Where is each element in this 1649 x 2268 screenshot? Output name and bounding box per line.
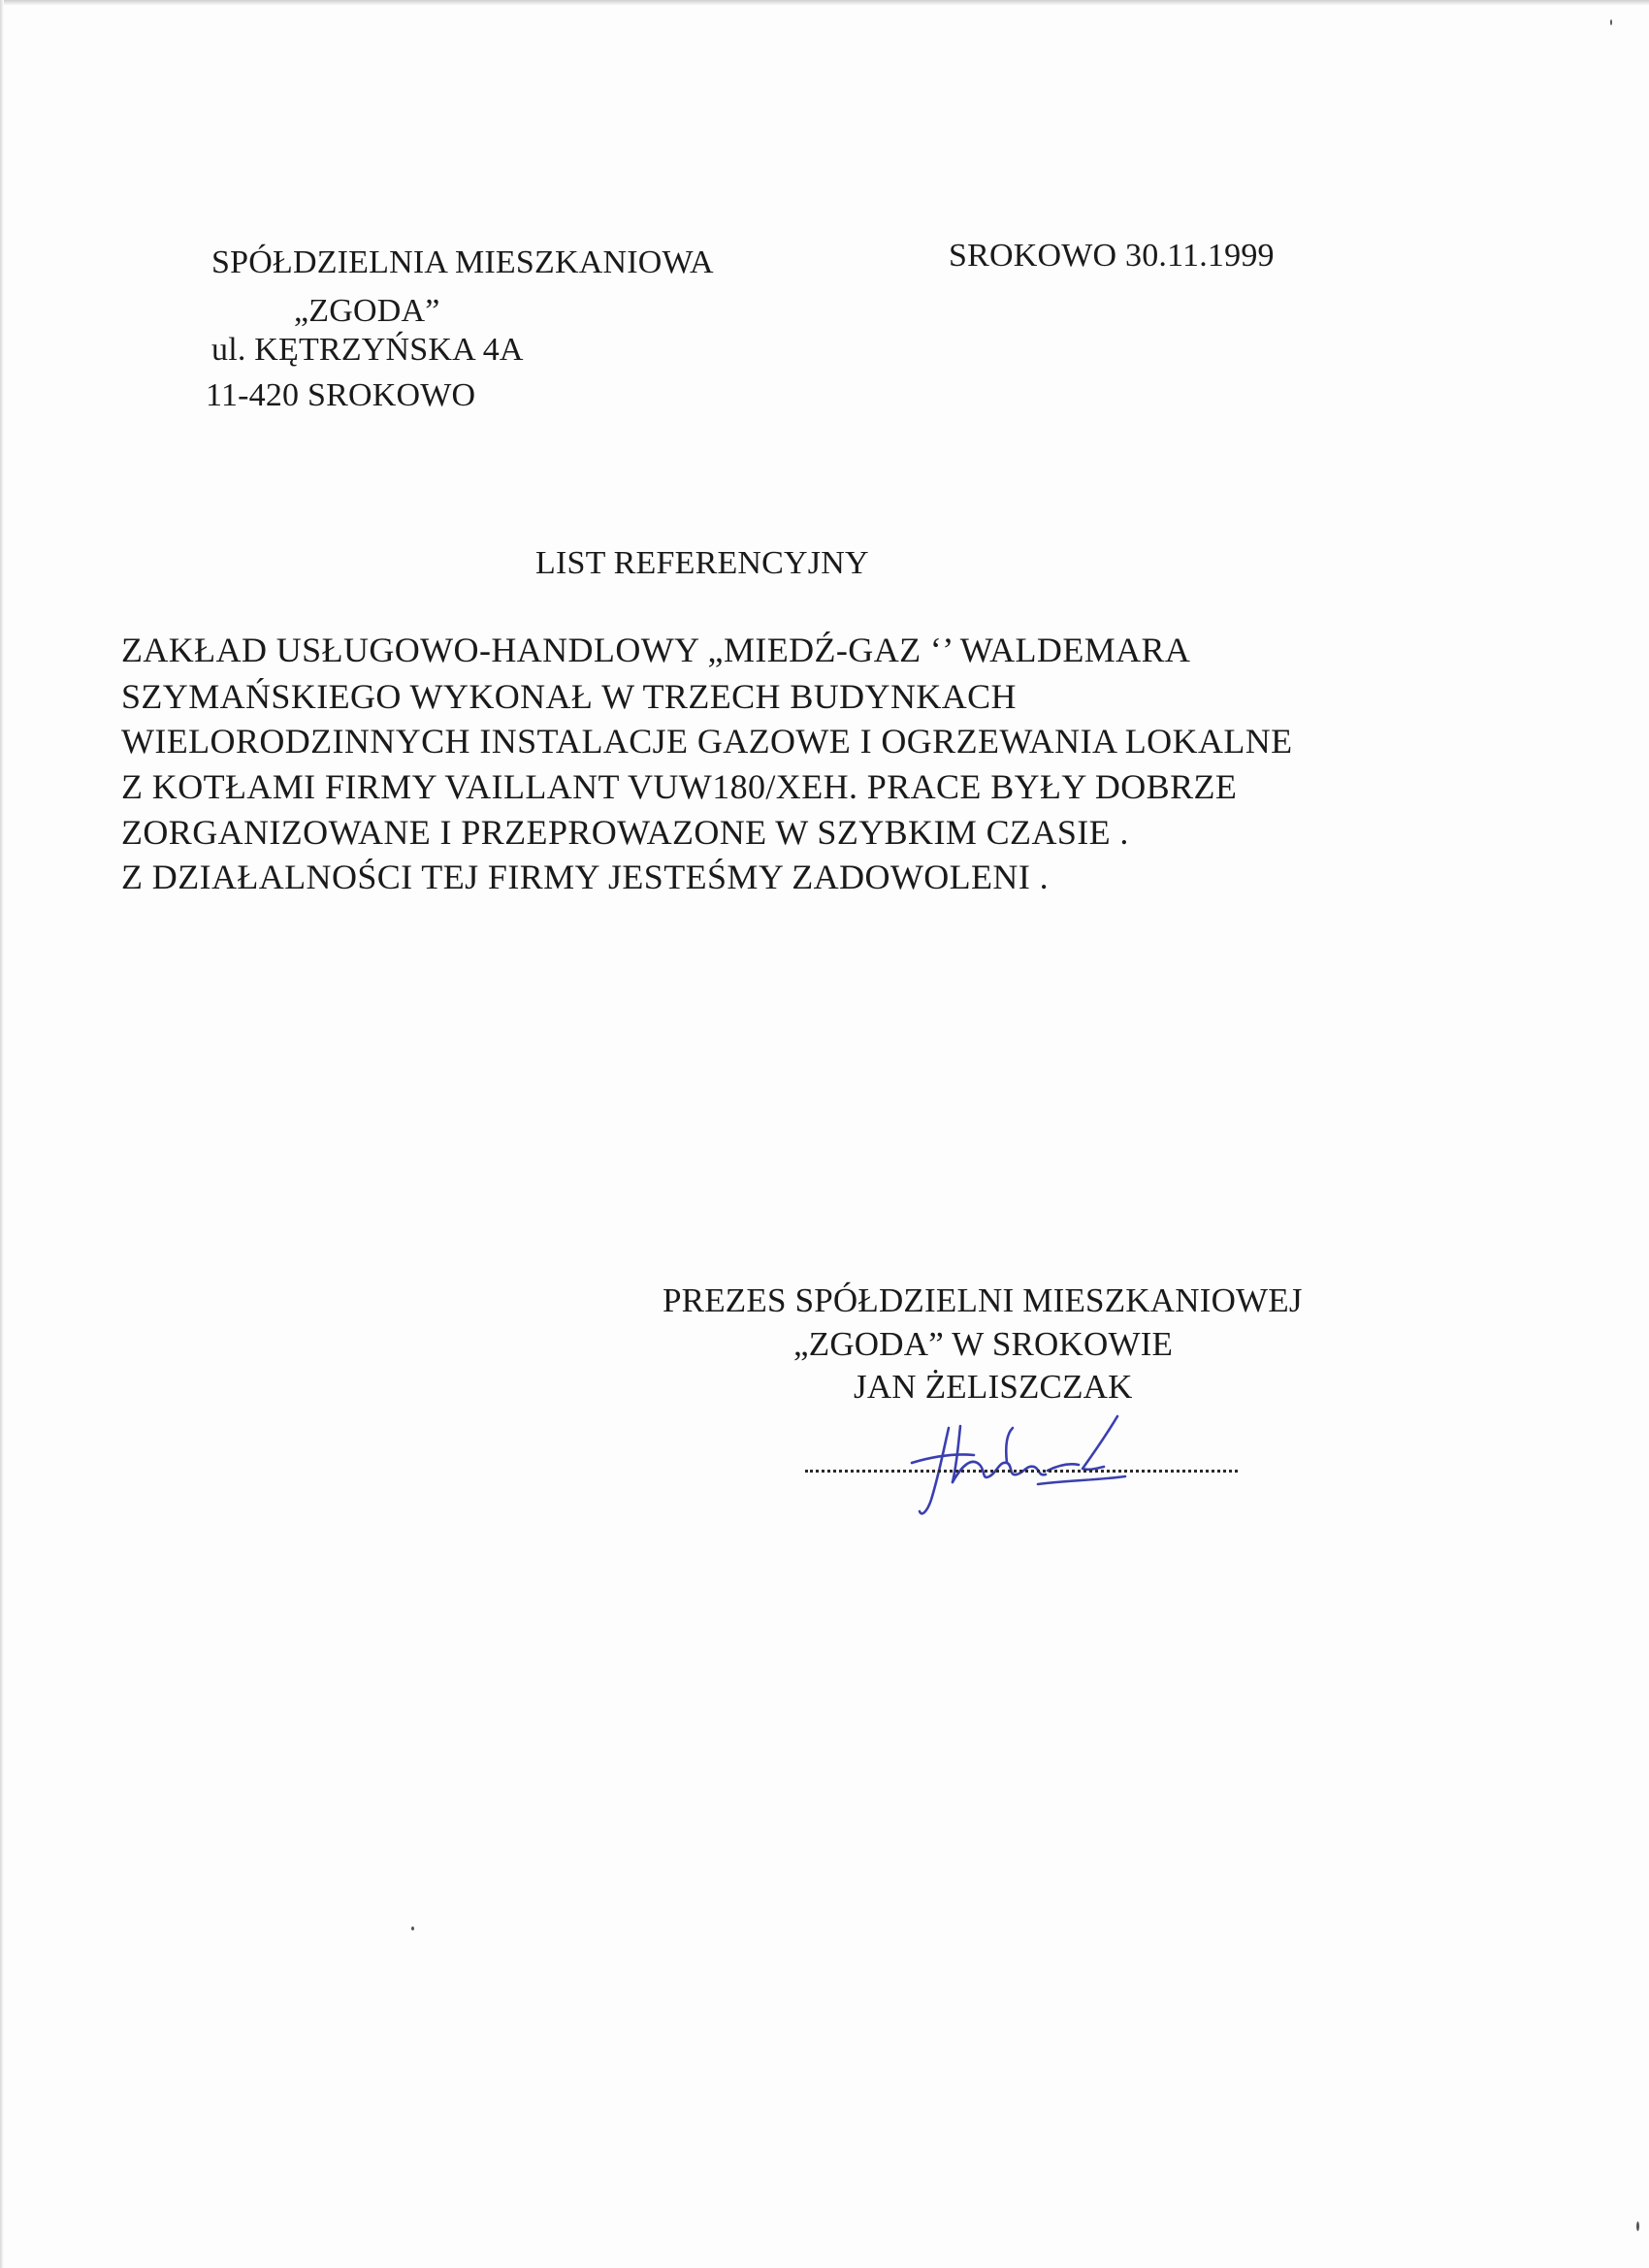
scan-edge-left <box>0 0 4 2268</box>
signature-dotted-line <box>805 1470 1238 1473</box>
scan-speck <box>1636 2221 1639 2231</box>
body-line: SZYMAŃSKIEGO WYKONAŁ W TRZECH BUDYNKACH <box>121 677 1017 716</box>
signatory-name: JAN ŻELISZCZAK <box>854 1368 1133 1406</box>
sender-short-name: „ZGODA” <box>294 293 440 329</box>
handwritten-signature <box>892 1407 1145 1523</box>
body-line: ZORGANIZOWANE I PRZEPROWAZONE W SZYBKIM CZASIE . <box>121 813 1129 852</box>
scan-edge-top <box>0 0 1649 6</box>
sender-postal-city: 11-420 SROKOWO <box>206 377 476 413</box>
sender-street: ul. KĘTRZYŃSKA 4A <box>211 332 524 368</box>
signatory-organization: „ZGODA” W SROKOWIE <box>793 1325 1174 1363</box>
scan-speck <box>1610 19 1612 25</box>
document-title: LIST REFERENCYJNY <box>535 545 869 581</box>
body-line: ZAKŁAD USŁUGOWO-HANDLOWY „MIEDŹ-GAZ ‘’ WALDEMARA <box>121 631 1191 669</box>
signatory-title: PREZES SPÓŁDZIELNI MIESZKANIOWEJ <box>663 1281 1303 1319</box>
body-line: Z KOTŁAMI FIRMY VAILLANT VUW180/XEH. PRACE BYŁY DOBRZE <box>121 767 1238 806</box>
scan-speck <box>411 1927 414 1930</box>
place-date: SROKOWO 30.11.1999 <box>949 238 1275 274</box>
sender-name: SPÓŁDZIELNIA MIESZKANIOWA <box>211 244 714 280</box>
body-line: Z DZIAŁALNOŚCI TEJ FIRMY JESTEŚMY ZADOWOLENI . <box>121 858 1050 896</box>
body-line: WIELORODZINNYCH INSTALACJE GAZOWE I OGRZEWANIA LOKALNE <box>121 722 1293 761</box>
